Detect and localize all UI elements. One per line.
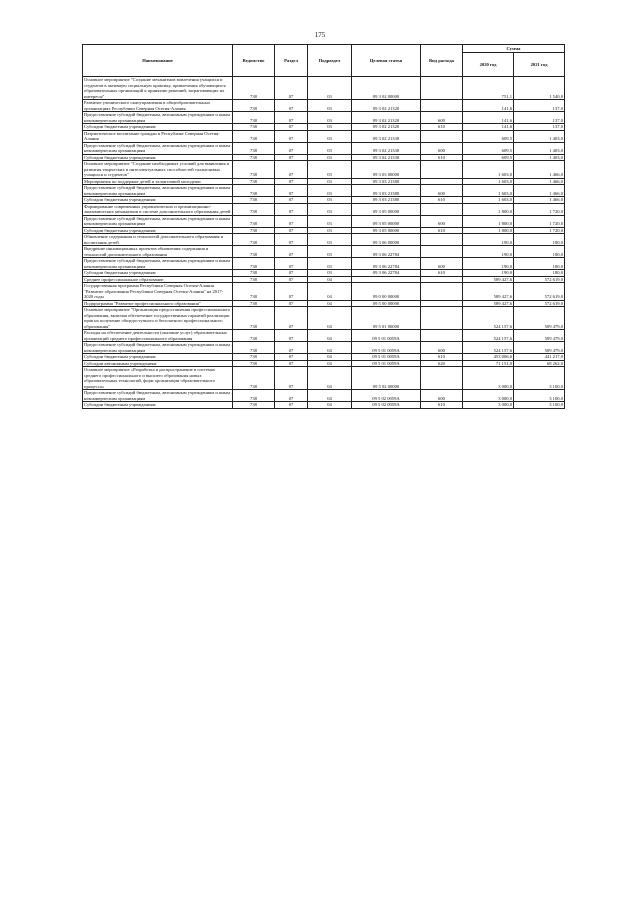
row-vid: 610: [421, 227, 463, 234]
row-name: Предоставление субсидий бюджетным, автономным учреждениям и иным некоммерческим организациям: [83, 142, 233, 154]
row-vedomstvo: 738: [233, 234, 275, 246]
row-sum-2021: 137,0: [514, 112, 565, 124]
row-sum-2020: 589 427,6: [463, 276, 514, 283]
row-vid: [421, 77, 463, 100]
row-name: Субсидии бюджетным учреждениям: [83, 402, 233, 409]
row-statya: 09 3 05 00000: [352, 215, 421, 227]
row-razdel: 07: [275, 276, 308, 283]
row-vid: [421, 100, 463, 112]
row-razdel: 07: [275, 342, 308, 354]
row-vedomstvo: 738: [233, 227, 275, 234]
row-vedomstvo: 738: [233, 300, 275, 307]
row-name: Субсидии бюджетным учреждениям: [83, 124, 233, 131]
row-vid: 600: [421, 112, 463, 124]
row-vedomstvo: 738: [233, 112, 275, 124]
row-razdel: 07: [275, 197, 308, 204]
row-name: Субсидии бюджетным учреждениям: [83, 270, 233, 277]
row-vedomstvo: 738: [233, 197, 275, 204]
row-razdel: 07: [275, 234, 308, 246]
row-sum-2020: 190,0: [463, 234, 514, 246]
row-vid: 610: [421, 124, 463, 131]
row-sum-2020: 1 603,0: [463, 185, 514, 197]
row-statya: 09 3 03 21380: [352, 197, 421, 204]
row-statya: 09 3 02 00000: [352, 77, 421, 100]
row-sum-2020: 3 000,0: [463, 367, 514, 390]
row-statya: 09 5 02 0059А: [352, 402, 421, 409]
row-statya: 09 3 02 21320: [352, 112, 421, 124]
row-sum-2020: 141,6: [463, 124, 514, 131]
row-sum-2021: 180,0: [514, 234, 565, 246]
row-podrazdel: 04: [308, 283, 352, 301]
row-statya: 09 5 00 00000: [352, 300, 421, 307]
row-sum-2020: 1 800,0: [463, 215, 514, 227]
row-vid: [421, 283, 463, 301]
row-sum-2020: 3 000,0: [463, 402, 514, 409]
row-vid: 600: [421, 390, 463, 402]
row-statya: 09 3 03 21380: [352, 185, 421, 197]
row-statya: 09 3 06 22784: [352, 258, 421, 270]
row-vedomstvo: 738: [233, 161, 275, 179]
row-sum-2021: 180,0: [514, 246, 565, 258]
row-razdel: 07: [275, 203, 308, 215]
row-sum-2021: 137,0: [514, 100, 565, 112]
row-podrazdel: 03: [308, 154, 352, 161]
row-sum-2021: 509 479,0: [514, 330, 565, 342]
row-name: Субсидии бюджетным учреждениям: [83, 354, 233, 361]
row-sum-2021: 572 619,0: [514, 283, 565, 301]
row-vid: 610: [421, 197, 463, 204]
table-row: [83, 390, 565, 402]
row-sum-2020: 141,6: [463, 100, 514, 112]
row-sum-2020: 609,5: [463, 154, 514, 161]
table-row: [83, 215, 565, 227]
header-2020: 2020 год: [463, 53, 514, 77]
row-statya: 09 5 01 0059А: [352, 342, 421, 354]
table-row: [83, 234, 565, 246]
row-vedomstvo: 738: [233, 330, 275, 342]
row-sum-2021: 1 720,0: [514, 215, 565, 227]
row-sum-2020: 71 151,0: [463, 360, 514, 367]
row-podrazdel: 03: [308, 258, 352, 270]
row-sum-2021: 572 619,0: [514, 276, 565, 283]
table-row: [83, 330, 565, 342]
header-vedomstvo: Ведомство: [233, 45, 275, 77]
row-sum-2021: 1 403,0: [514, 154, 565, 161]
row-name: Предоставление субсидий бюджетным, автономным учреждениям и иным некоммерческим организациям: [83, 185, 233, 197]
header-2021: 2021 год: [514, 53, 565, 77]
row-statya: 09 0 00 00000: [352, 283, 421, 301]
row-name: Субсидии бюджетным учреждениям: [83, 197, 233, 204]
table-row: [83, 161, 565, 179]
row-podrazdel: 03: [308, 234, 352, 246]
row-podrazdel: 03: [308, 270, 352, 277]
row-sum-2021: 1 720,0: [514, 203, 565, 215]
row-podrazdel: 03: [308, 124, 352, 131]
row-name: Субсидии автономным учреждениям: [83, 360, 233, 367]
row-podrazdel: 03: [308, 142, 352, 154]
row-podrazdel: 04: [308, 307, 352, 330]
table-row: [83, 100, 565, 112]
row-statya: 09 3 03 00000: [352, 161, 421, 179]
table-row: [83, 246, 565, 258]
row-razdel: 07: [275, 300, 308, 307]
row-name: Государственная программа Республики Северная Осетия-Алания "Развитие образования Республики Северная Осетия-Алания" на 2017-2020 годы: [83, 283, 233, 301]
row-name: Предоставление субсидий бюджетным, автономным учреждениям и иным некоммерческим организациям: [83, 342, 233, 354]
row-vid: 600: [421, 258, 463, 270]
row-razdel: 07: [275, 227, 308, 234]
row-statya: 09 3 06 22784: [352, 246, 421, 258]
row-statya: 09 5 02 0059А: [352, 390, 421, 402]
row-statya: 09 3 02 21330: [352, 154, 421, 161]
row-sum-2021: 1 466,0: [514, 185, 565, 197]
row-statya: 09 3 02 21330: [352, 142, 421, 154]
row-vedomstvo: 738: [233, 124, 275, 131]
header-summa: Сумма: [463, 45, 565, 53]
row-razdel: 07: [275, 283, 308, 301]
row-vedomstvo: 738: [233, 258, 275, 270]
row-podrazdel: 03: [308, 197, 352, 204]
row-vid: [421, 367, 463, 390]
row-razdel: 07: [275, 130, 308, 142]
row-podrazdel: 04: [308, 354, 352, 361]
row-sum-2021: 180,0: [514, 270, 565, 277]
row-name: Патриотическое воспитание граждан в Республике Северная Осетия-Алания: [83, 130, 233, 142]
row-vedomstvo: 738: [233, 77, 275, 100]
row-vedomstvo: 738: [233, 270, 275, 277]
row-sum-2020: 524 157,6: [463, 330, 514, 342]
header-statya: Целевая статья: [352, 45, 421, 77]
row-vedomstvo: 738: [233, 142, 275, 154]
row-podrazdel: 03: [308, 130, 352, 142]
row-sum-2021: 3 100,0: [514, 402, 565, 409]
row-sum-2021: 1 466,0: [514, 197, 565, 204]
row-vid: 600: [421, 342, 463, 354]
row-razdel: 07: [275, 390, 308, 402]
row-name: Субсидии бюджетным учреждениям: [83, 154, 233, 161]
table-row: [83, 203, 565, 215]
row-podrazdel: 04: [308, 360, 352, 367]
row-vid: 610: [421, 154, 463, 161]
row-razdel: 07: [275, 100, 308, 112]
row-vid: 600: [421, 215, 463, 227]
row-sum-2020: 141,6: [463, 112, 514, 124]
row-name: Основное мероприятие "Создание механизмов вовлечения учащихся и студентов в активную социальную практику, привлечения обучающихся образовательных организаций к принятию решений, затрагивающих их интересы": [83, 77, 233, 100]
row-sum-2021: 1 403,0: [514, 142, 565, 154]
row-podrazdel: 04: [308, 300, 352, 307]
row-sum-2021: 1 466,0: [514, 161, 565, 179]
row-statya: 09 5 02 00000: [352, 367, 421, 390]
row-vedomstvo: 738: [233, 360, 275, 367]
row-sum-2021: 137,0: [514, 124, 565, 131]
row-statya: 09 3 02 21320: [352, 124, 421, 131]
row-podrazdel: 04: [308, 342, 352, 354]
row-vid: 610: [421, 354, 463, 361]
row-razdel: 07: [275, 402, 308, 409]
row-sum-2020: 190,0: [463, 246, 514, 258]
row-vedomstvo: 738: [233, 246, 275, 258]
row-name: Мероприятия по поддержке детей и талантливой молодежи: [83, 178, 233, 185]
row-sum-2021: 68 262,0: [514, 360, 565, 367]
row-razdel: 07: [275, 124, 308, 131]
row-name: Основное мероприятие "Создание необходимых условий для выявления и развития творческих и интеллектуальных способностей талантливых учащихся и студентов": [83, 161, 233, 179]
row-statya: 09 3 05 00000: [352, 203, 421, 215]
row-podrazdel: 04: [308, 367, 352, 390]
row-sum-2020: 524 157,6: [463, 342, 514, 354]
row-statya: 09 5 01 00000: [352, 307, 421, 330]
row-sum-2021: 180,0: [514, 258, 565, 270]
header-podrazdel: Подраздел: [308, 45, 352, 77]
row-vedomstvo: 738: [233, 283, 275, 301]
row-vid: 610: [421, 270, 463, 277]
table-row: [83, 283, 565, 301]
row-name: Расходы на обеспечение деятельности (оказание услуг) образовательных организаций среднего профессионального образования: [83, 330, 233, 342]
row-name: Развитие ученического самоуправления в общеобразовательных организациях Республики Северная Осетия-Алания: [83, 100, 233, 112]
table-row: [83, 342, 565, 354]
table-row: [83, 307, 565, 330]
row-vedomstvo: 738: [233, 130, 275, 142]
table-row: [83, 402, 565, 409]
row-statya: 09 3 02 21330: [352, 130, 421, 142]
row-sum-2021: 1 540,0: [514, 77, 565, 100]
row-vedomstvo: 738: [233, 154, 275, 161]
row-podrazdel: 04: [308, 330, 352, 342]
row-podrazdel: 03: [308, 203, 352, 215]
row-razdel: 07: [275, 161, 308, 179]
row-podrazdel: 04: [308, 402, 352, 409]
row-sum-2020: 1 603,0: [463, 178, 514, 185]
header-razdel: Раздел: [275, 45, 308, 77]
row-razdel: 07: [275, 154, 308, 161]
row-name: Предоставление субсидий бюджетным, автономным учреждениям и иным некоммерческим организациям: [83, 215, 233, 227]
row-vid: 610: [421, 402, 463, 409]
row-vid: [421, 246, 463, 258]
row-name: Основное мероприятие "Организация предоставления профессионального образования, включая обеспечение государственных гарантий реализации прав на получение общедоступного и бесплатного профессионального образования": [83, 307, 233, 330]
row-name: Субсидии бюджетным учреждениям: [83, 227, 233, 234]
table-row: [83, 142, 565, 154]
row-sum-2020: 1 603,0: [463, 197, 514, 204]
row-vid: [421, 307, 463, 330]
row-razdel: 07: [275, 77, 308, 100]
row-podrazdel: 03: [308, 112, 352, 124]
row-vid: [421, 203, 463, 215]
row-name: Среднее профессиональное образование: [83, 276, 233, 283]
row-name: Предоставление субсидий бюджетным, автономным учреждениям и иным некоммерческим организациям: [83, 112, 233, 124]
row-razdel: 07: [275, 270, 308, 277]
row-name: Предоставление субсидий бюджетным, автономным учреждениям и иным некоммерческим организациям: [83, 258, 233, 270]
table-row: [83, 185, 565, 197]
row-razdel: 07: [275, 112, 308, 124]
row-statya: 09 3 03 21380: [352, 178, 421, 185]
table-row: [83, 112, 565, 124]
header-vid: Вид расхода: [421, 45, 463, 77]
row-sum-2020: 751,1: [463, 77, 514, 100]
row-sum-2020: 1 800,0: [463, 203, 514, 215]
row-sum-2020: 589 427,6: [463, 300, 514, 307]
row-sum-2021: 3 100,0: [514, 367, 565, 390]
budget-table: [82, 44, 565, 409]
row-vid: [421, 161, 463, 179]
row-podrazdel: 03: [308, 215, 352, 227]
row-vid: 600: [421, 142, 463, 154]
row-sum-2020: 1 800,0: [463, 227, 514, 234]
row-statya: 09 3 06 22784: [352, 270, 421, 277]
row-razdel: 07: [275, 330, 308, 342]
row-sum-2021: 3 100,0: [514, 390, 565, 402]
row-sum-2021: 509 479,0: [514, 342, 565, 354]
row-statya: 09 3 02 21320: [352, 100, 421, 112]
row-razdel: 07: [275, 178, 308, 185]
row-sum-2021: 441 217,0: [514, 354, 565, 361]
row-vedomstvo: 738: [233, 100, 275, 112]
row-razdel: 07: [275, 215, 308, 227]
row-sum-2020: 609,5: [463, 142, 514, 154]
row-vedomstvo: 738: [233, 185, 275, 197]
row-name: Формирование современных управленческих и организационно-экономических механизмов в системе дополнительного образования детей: [83, 203, 233, 215]
row-razdel: 07: [275, 360, 308, 367]
row-vedomstvo: 738: [233, 276, 275, 283]
row-vedomstvo: 738: [233, 178, 275, 185]
row-sum-2021: 1 403,0: [514, 130, 565, 142]
row-podrazdel: 03: [308, 185, 352, 197]
row-sum-2020: 3 000,0: [463, 390, 514, 402]
row-vedomstvo: 738: [233, 342, 275, 354]
row-razdel: 07: [275, 246, 308, 258]
row-sum-2021: 509 479,0: [514, 307, 565, 330]
row-statya: 09 5 01 0059А: [352, 360, 421, 367]
row-podrazdel: 03: [308, 227, 352, 234]
row-sum-2020: 190,0: [463, 270, 514, 277]
row-name: Основное мероприятие «Разработка и распространение в системах среднего профессионального и высшего образования новых образовательных технологий, форм организации образовательного процесса»: [83, 367, 233, 390]
row-vid: [421, 234, 463, 246]
row-podrazdel: 03: [308, 178, 352, 185]
row-razdel: 07: [275, 142, 308, 154]
row-sum-2020: 1 603,0: [463, 161, 514, 179]
row-vid: 600: [421, 185, 463, 197]
row-vedomstvo: 738: [233, 215, 275, 227]
table-row: [83, 367, 565, 390]
row-vedomstvo: 738: [233, 307, 275, 330]
row-vid: [421, 330, 463, 342]
row-statya: 09 3 05 00000: [352, 227, 421, 234]
table-row: [83, 130, 565, 142]
row-statya: 09 3 06 00000: [352, 234, 421, 246]
row-vedomstvo: 738: [233, 367, 275, 390]
row-podrazdel: 04: [308, 390, 352, 402]
row-podrazdel: 04: [308, 276, 352, 283]
page-number: 175: [314, 31, 326, 39]
row-sum-2020: 190,0: [463, 258, 514, 270]
row-podrazdel: 03: [308, 246, 352, 258]
table-row: [83, 258, 565, 270]
row-name: Подпрограмма "Развитие профессионального образования": [83, 300, 233, 307]
row-razdel: 07: [275, 367, 308, 390]
row-vid: 620: [421, 360, 463, 367]
row-vedomstvo: 738: [233, 402, 275, 409]
table-row: [83, 77, 565, 100]
row-vedomstvo: 738: [233, 390, 275, 402]
row-name: Предоставление субсидий бюджетным, автономным учреждениям и иным некоммерческим организациям: [83, 390, 233, 402]
row-razdel: 07: [275, 307, 308, 330]
row-sum-2021: 1 466,0: [514, 178, 565, 185]
row-name: Обновление содержания и технологий дополнительного образования и воспитания детей: [83, 234, 233, 246]
row-sum-2020: 609,5: [463, 130, 514, 142]
row-vedomstvo: 738: [233, 203, 275, 215]
row-sum-2020: 589 427,6: [463, 283, 514, 301]
row-statya: 09 5 01 0059А: [352, 330, 421, 342]
row-sum-2021: 1 720,0: [514, 227, 565, 234]
row-sum-2020: 453 006,6: [463, 354, 514, 361]
row-podrazdel: 03: [308, 161, 352, 179]
row-podrazdel: 03: [308, 100, 352, 112]
row-statya: 09 5 01 0059А: [352, 354, 421, 361]
row-name: Внедрение инновационных проектов обновления содержания и технологий дополнительного образования: [83, 246, 233, 258]
row-razdel: 07: [275, 185, 308, 197]
row-podrazdel: 03: [308, 77, 352, 100]
header-name: Наименование: [83, 45, 233, 77]
row-vid: [421, 130, 463, 142]
row-sum-2021: 572 619,0: [514, 300, 565, 307]
row-sum-2020: 524 157,6: [463, 307, 514, 330]
row-razdel: 07: [275, 258, 308, 270]
row-vedomstvo: 738: [233, 354, 275, 361]
row-razdel: 07: [275, 354, 308, 361]
